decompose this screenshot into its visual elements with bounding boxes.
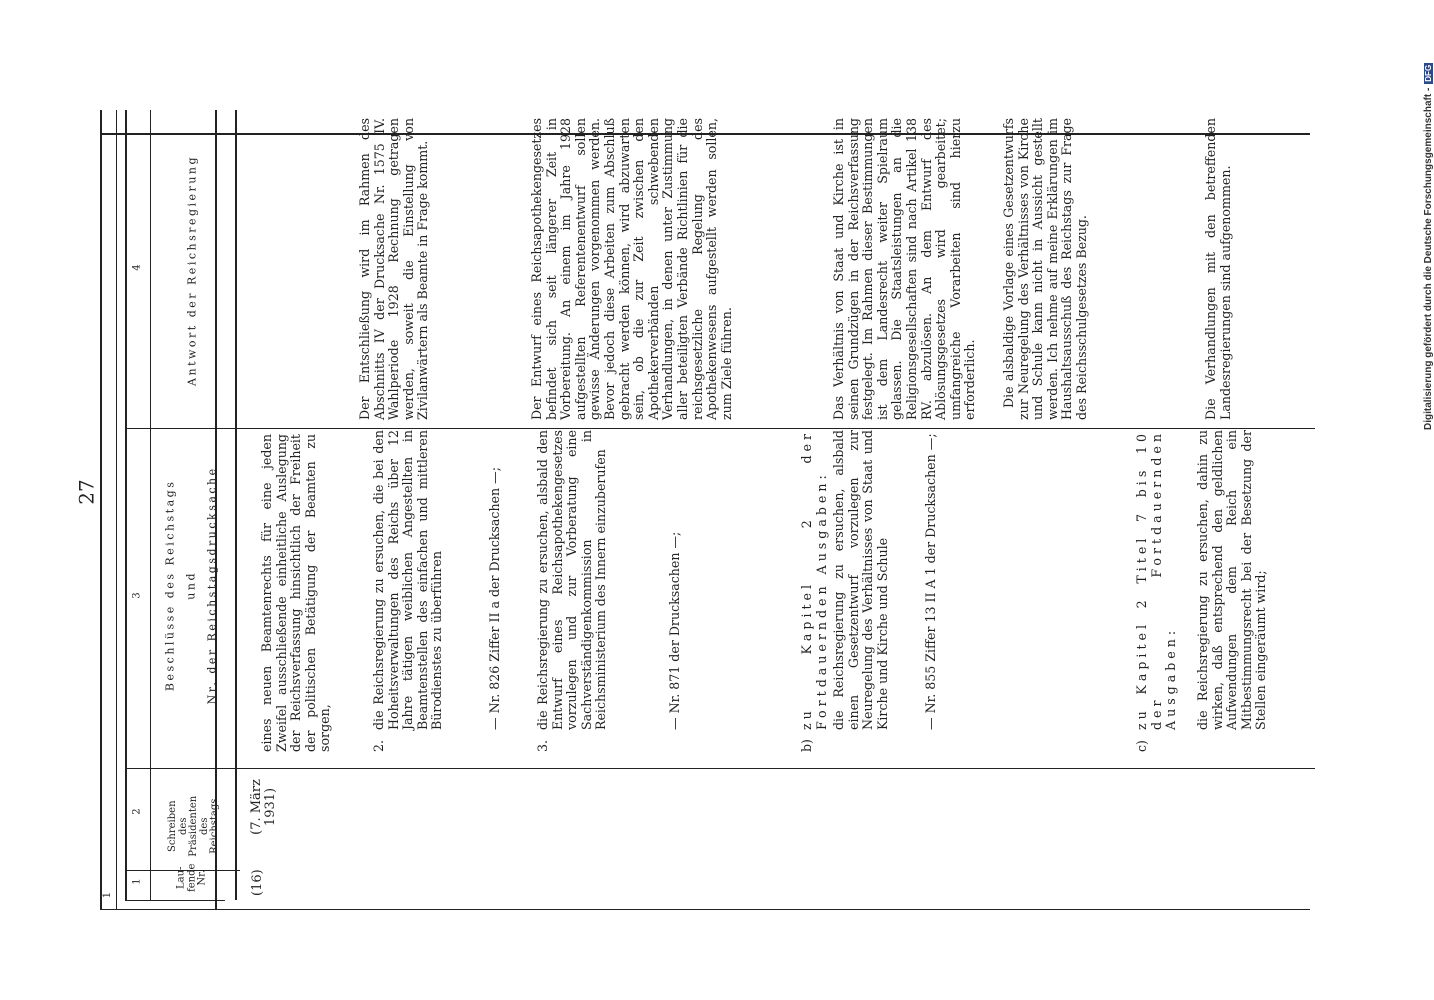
column-number-2: 2 (131, 808, 143, 815)
antwort-b-paragraph2: Die alsbaldige Vorlage eines Gesetzentwurfs zur Neuregelung des Verhältnisses von Kirche und Schule kann nicht in Aussicht gestellt werden. Ich nehme auf meine Erklärungen im Haushaltsausschuß des Reichstags zur Frage des Reichsschulgesetzes Bezug. (1001, 118, 1089, 420)
column-number-3: 3 (131, 592, 143, 599)
beschluss-c-heading: zu Kapitel 2 Titel 7 bis 10 der Fortdauernden Ausgaben: (1134, 430, 1179, 730)
header-col3-text (161, 420, 224, 750)
beschluss-c-label: c) (1134, 740, 1149, 752)
header-col2-text: Schreiben des Präsidenten des Reichstags (166, 795, 220, 857)
antwort-item3: Der Entwurf eines Reichsapothekengesetzes befindet sich seit längerer Zeit in Vorbereitung. An einem im Jahre 1928 aufgestellten Referentenentwurf sollen gewisse Änderungen vorgenommen werden. Bevor jedoch diese Arbeiten zum Abschluß gebracht werden können, wird abzuwarten sein, ob die zur Zeit zwischen den Apothekerverbänden schwebenden Verhandlungen, in denen unter Zustimmung aller beteiligten Verbände Richtlinien für die reichsgesetzliche Regelung des Apothekenwesens aufgestellt werden sollen, zum Ziele führen. (529, 118, 734, 420)
beschluss-item3-ref: — Nr. 871 der Drucksachen —; (667, 531, 682, 730)
entry-number: (16) (250, 869, 265, 896)
antwort-c: Die Verhandlungen mit den betreffenden Landesregierungen sind aufgenommen. (1203, 118, 1233, 420)
beschluss-item2-label: 2. (371, 739, 386, 752)
column-number-1: 1 (102, 891, 113, 899)
beschluss-b-label: b) (799, 739, 814, 752)
col-divider-3-4 (125, 428, 1315, 429)
header-col1-text: Lau- fende Nr. (175, 863, 208, 892)
beschluss-item3-label: 3. (535, 739, 550, 752)
header-col3-line2: und (184, 570, 198, 600)
table-left-border (125, 900, 225, 901)
page-number: 27 (74, 479, 99, 505)
header-col2 (158, 770, 230, 868)
header-col4-text: Antwort der Reichsregierung (185, 154, 199, 386)
table-top-border (125, 110, 127, 900)
header-col3 (150, 430, 235, 766)
beschluss-item2-text: die Reichsregierung zu ersuchen, die bei den Hoheitsverwaltungen des Reichs über 12 Jahre tätigen weiblichen Angestellten in Beamtenstellen des einfachen und mittleren Bürodienstes zu überführen (371, 430, 445, 730)
header-col4 (150, 112, 235, 426)
header-col1 (158, 863, 230, 897)
beschluss-b-text: die Reichsregierung zu ersuchen, alsbald einen Gesetzentwurf vorzulegen zur Neuregelung des Verhältnisses von Staat und Kirche und Kirche und Schule (831, 430, 890, 730)
dfg-logo: DFG (1423, 64, 1433, 82)
antwort-item2: Der Entschließung wird im Rahmen des Abschnitts IV der Drucksache Nr. 1575 IV. Wahlperiode 1928 Rechnung getragen werden, soweit die Einstellung von Zivilanwärtern als Beamte in Frage kommt. (357, 118, 431, 420)
antwort-b-paragraph1: Das Verhältnis von Staat und Kirche ist in seinen Grundzügen in der Reichsverfassung festgelegt. Im Rahmen dieser Bestimmungen ist dem Landesrecht weiter Spielraum gelassen. Die Staatsleistungen an die Religionsgesellschaften sind nach Artikel 138 RV. abzulösen. An dem Entwurf des Ablösungsgesetzes wird gearbeitet; umfangreiche Vorarbeiten sind hierzu erforderlich. (831, 118, 978, 420)
beschluss-intro: eines neuen Beamtenrechts für eine jeden Zweifel ausschließende einheitliche Auslegung der Reichsverfassung hinsichtlich der Freiheit der politischen Betätigung der Beamten zu sorgen, (259, 434, 333, 752)
entry-date: (7. März 1931) (249, 779, 278, 835)
beschluss-b-heading: zu Kapitel 2 der Fortdauernden Ausgaben: (799, 430, 829, 730)
beschluss-b-ref: — Nr. 855 Ziffer 13 II A 1 der Drucksachen —; (923, 433, 938, 730)
header-col3-line3: Nr. der Reichstagsdrucksache (205, 466, 219, 705)
column-number-4: 4 (131, 264, 143, 271)
header-col3-line1: Beschlüsse des Reichstags (163, 479, 177, 692)
digitization-note-text: Digitalisierung gefördert durch die Deutsche Forschungsgemeinschaft - (1422, 87, 1434, 430)
beschluss-item3-text: die Reichsregierung zu ersuchen, alsbald den Entwurf eines Reichsapothekengesetzes vorzulegen und zur Vorberatung eine Sachverständigenkommission in Reichsministerium des Innern einzuberufen (535, 430, 609, 730)
beschluss-item2-ref: — Nr. 826 Ziffer II a der Drucksachen —; (487, 467, 502, 730)
beschluss-c-text: die Reichsregierung zu ersuchen, dahin zu wirken, daß entsprechend den geldlichen Aufwendungen dem Reich ein Mitbestimmungsrecht bei der Besetzung der Stellen eingeräumt wird; (1195, 430, 1269, 730)
column-number-1: 1 (131, 878, 143, 885)
col-divider-2-3 (125, 768, 1315, 769)
header-row-border (235, 110, 237, 900)
